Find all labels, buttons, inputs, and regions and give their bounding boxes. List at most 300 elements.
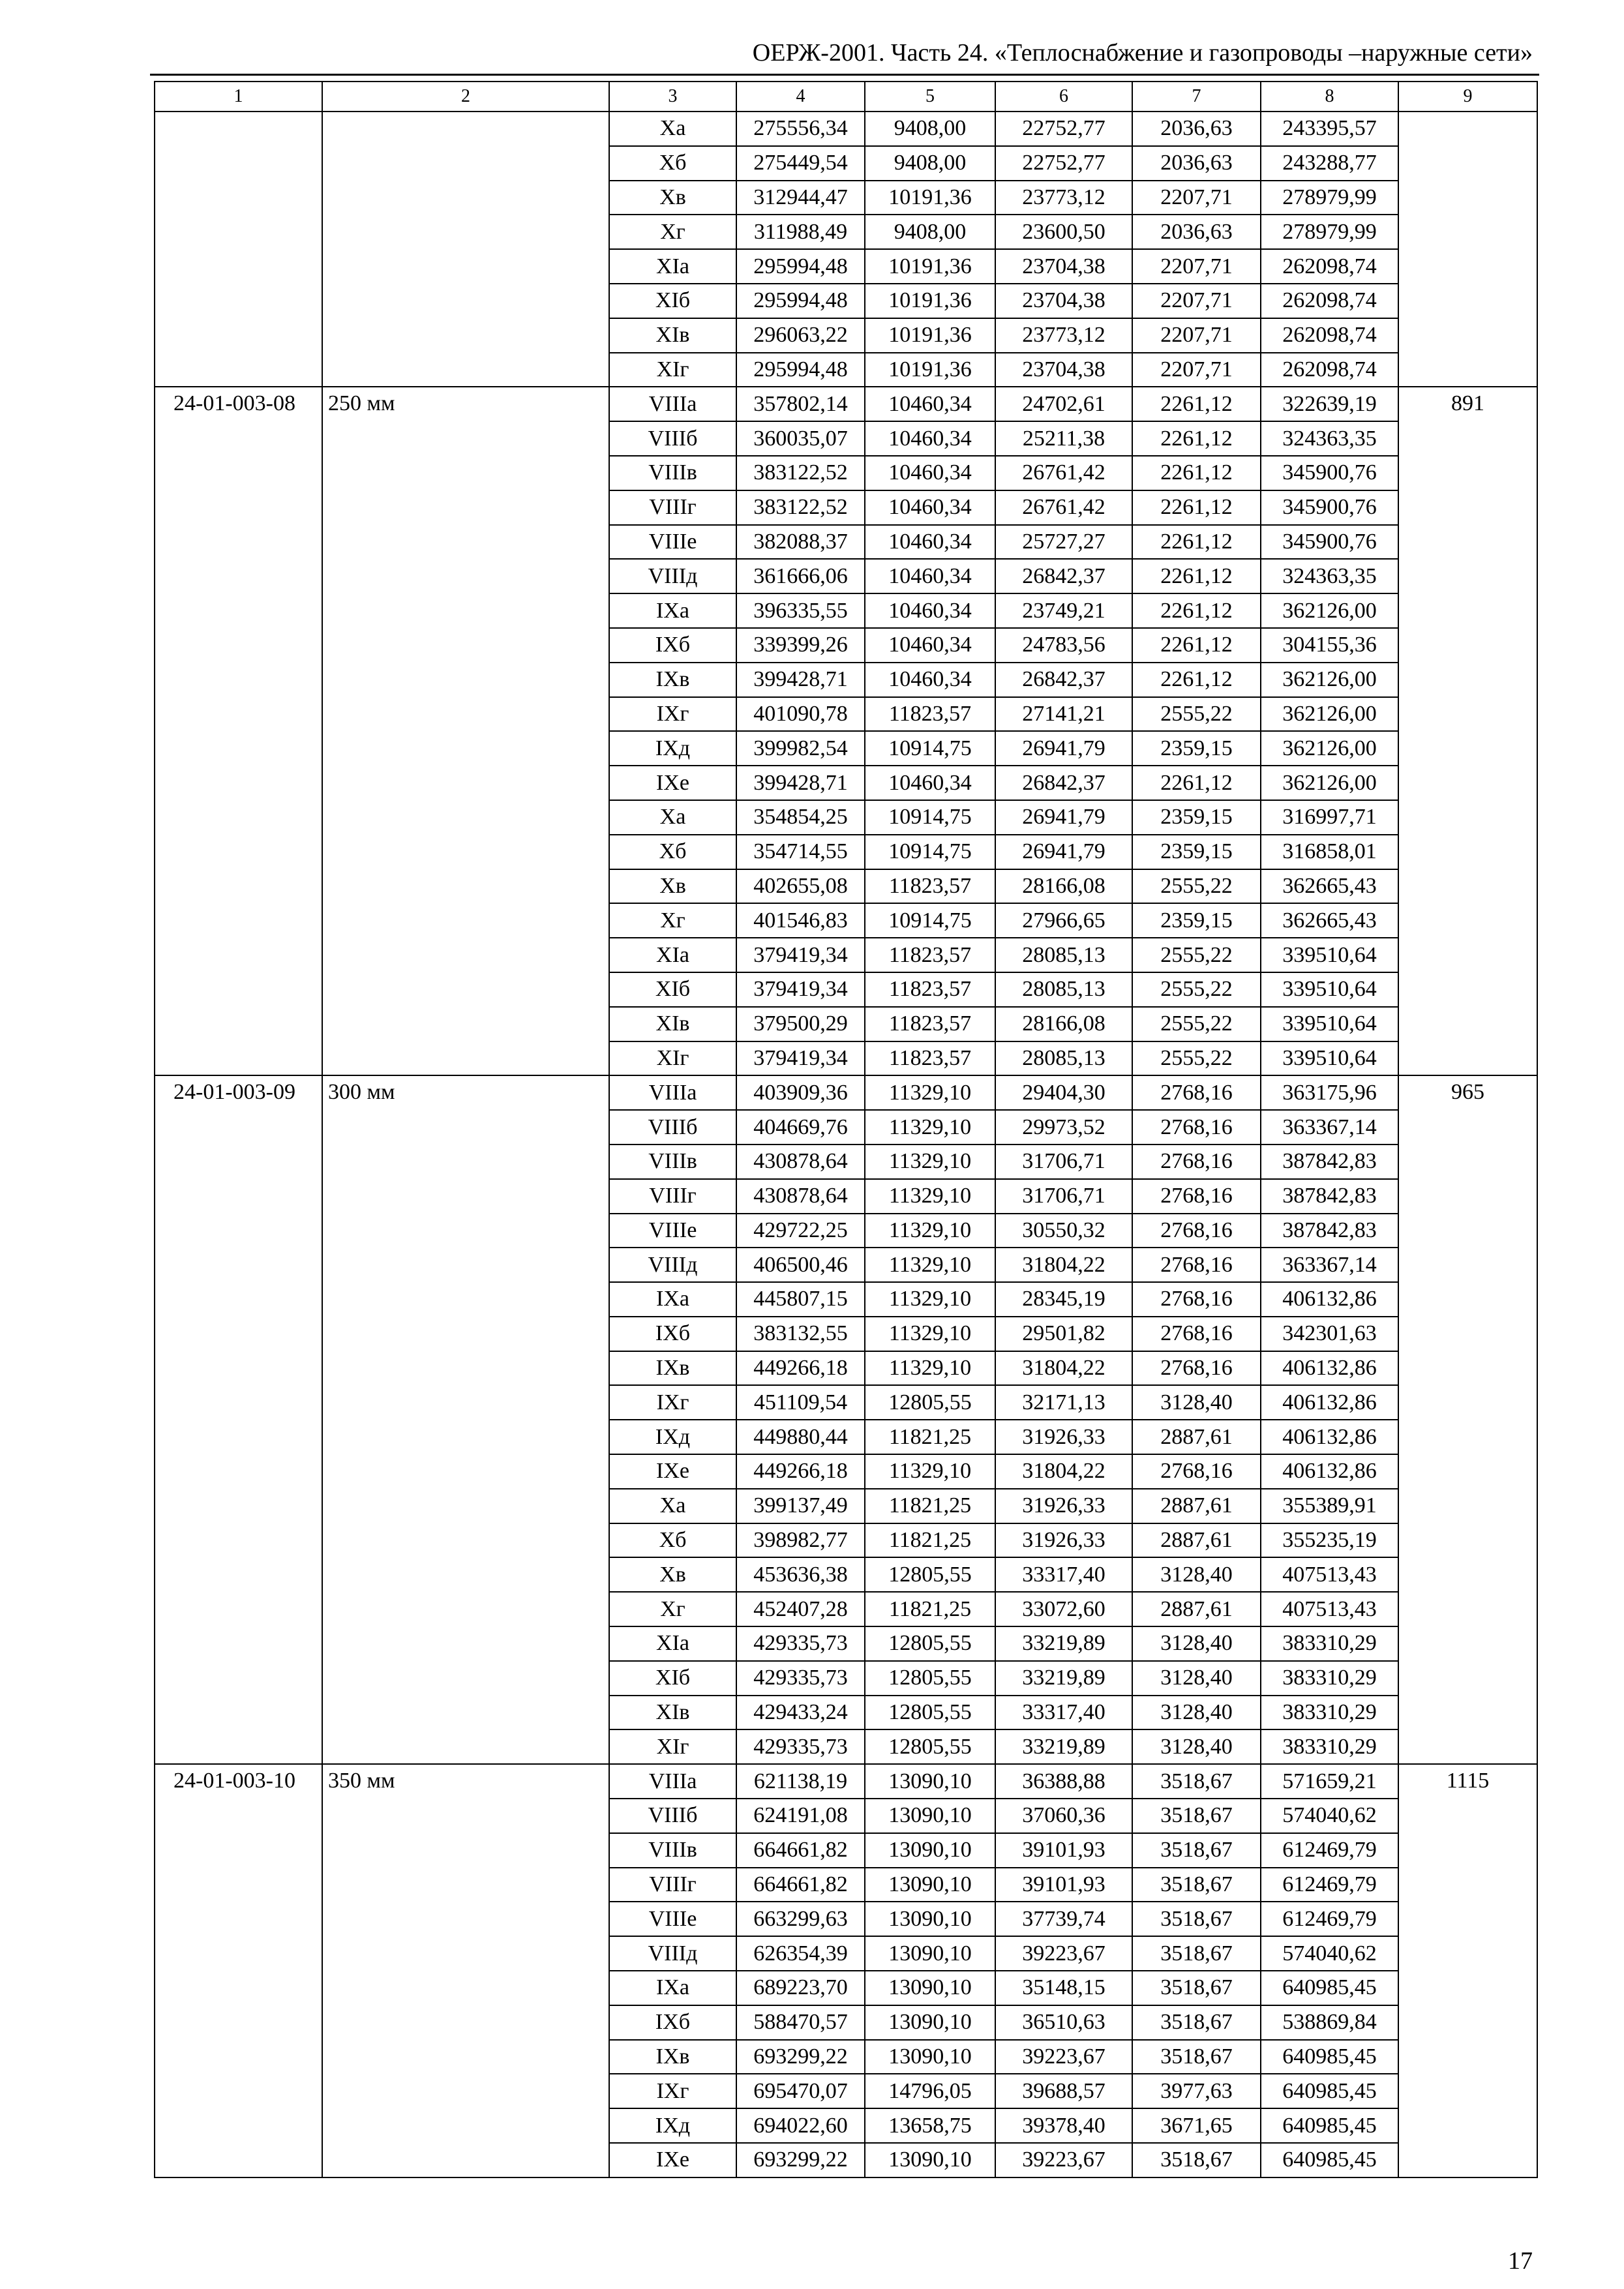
zone-cell: IXa — [609, 1971, 736, 2005]
value-cell: 10460,34 — [865, 559, 995, 593]
zone-cell: IXв — [609, 2040, 736, 2074]
value-cell: 402655,08 — [736, 869, 865, 904]
value-cell: 3518,67 — [1132, 1833, 1261, 1868]
value-cell: 2036,63 — [1132, 112, 1261, 146]
value-cell: 11821,25 — [865, 1489, 995, 1523]
value-cell: 612469,79 — [1261, 1902, 1398, 1936]
value-cell: 10191,36 — [865, 318, 995, 353]
value-cell: 9408,00 — [865, 112, 995, 146]
value-cell: 14796,05 — [865, 2074, 995, 2108]
value-cell: 11821,25 — [865, 1523, 995, 1558]
column-9-cell: 965 — [1398, 1075, 1537, 1764]
value-cell: 640985,45 — [1261, 2074, 1398, 2108]
value-cell: 11329,10 — [865, 1351, 995, 1386]
value-cell: 396335,55 — [736, 593, 865, 628]
zone-cell: VIIIa — [609, 1075, 736, 1110]
value-cell: 694022,60 — [736, 2108, 865, 2143]
zone-cell: VIIIг — [609, 1179, 736, 1214]
value-cell: 39223,67 — [995, 1936, 1132, 1971]
value-cell: 2359,15 — [1132, 731, 1261, 766]
value-cell: 311988,49 — [736, 215, 865, 249]
zone-cell: XIв — [609, 318, 736, 353]
value-cell: 406132,86 — [1261, 1282, 1398, 1317]
value-cell: 39688,57 — [995, 2074, 1132, 2108]
value-cell: 430878,64 — [736, 1144, 865, 1179]
value-cell: 10191,36 — [865, 353, 995, 387]
value-cell: 3128,40 — [1132, 1661, 1261, 1696]
zone-cell: IXв — [609, 663, 736, 697]
value-cell: 13090,10 — [865, 1936, 995, 1971]
value-cell: 39378,40 — [995, 2108, 1132, 2143]
pipe-diameter-cell: 250 мм — [322, 387, 609, 1075]
price-table — [154, 81, 1538, 2178]
value-cell: 2555,22 — [1132, 697, 1261, 732]
value-cell: 342301,63 — [1261, 1317, 1398, 1351]
value-cell: 26941,79 — [995, 800, 1132, 835]
value-cell: 28085,13 — [995, 1041, 1132, 1076]
value-cell: 37060,36 — [995, 1799, 1132, 1833]
value-cell: 26761,42 — [995, 490, 1132, 525]
zone-cell: IXe — [609, 1454, 736, 1489]
value-cell: 663299,63 — [736, 1902, 865, 1936]
zone-cell: IXe — [609, 766, 736, 800]
value-cell: 275556,34 — [736, 112, 865, 146]
value-cell: 2036,63 — [1132, 146, 1261, 181]
value-cell: 26842,37 — [995, 766, 1132, 800]
value-cell: 2768,16 — [1132, 1214, 1261, 1248]
value-cell: 3128,40 — [1132, 1626, 1261, 1661]
zone-cell: XIб — [609, 1661, 736, 1696]
value-cell: 11329,10 — [865, 1282, 995, 1317]
value-cell: 429335,73 — [736, 1626, 865, 1661]
rate-code-cell: 24-01-003-08 — [155, 387, 322, 1075]
zone-cell: VIIIe — [609, 1214, 736, 1248]
value-cell: 31926,33 — [995, 1489, 1132, 1523]
value-cell: 574040,62 — [1261, 1799, 1398, 1833]
value-cell: 33317,40 — [995, 1557, 1132, 1592]
zone-cell: Xa — [609, 1489, 736, 1523]
zone-cell: IXг — [609, 1385, 736, 1420]
value-cell: 13090,10 — [865, 1868, 995, 1902]
value-cell: 3128,40 — [1132, 1557, 1261, 1592]
value-cell: 362665,43 — [1261, 869, 1398, 904]
zone-cell: VIIIa — [609, 387, 736, 421]
value-cell: 449266,18 — [736, 1351, 865, 1386]
value-cell: 387842,83 — [1261, 1179, 1398, 1214]
value-cell: 26842,37 — [995, 663, 1132, 697]
value-cell: 31804,22 — [995, 1454, 1132, 1489]
value-cell: 11821,25 — [865, 1420, 995, 1454]
zone-cell: VIIIв — [609, 1144, 736, 1179]
value-cell: 387842,83 — [1261, 1214, 1398, 1248]
value-cell: 31804,22 — [995, 1351, 1132, 1386]
value-cell: 2359,15 — [1132, 903, 1261, 938]
value-cell: 2261,12 — [1132, 387, 1261, 421]
value-cell: 2261,12 — [1132, 663, 1261, 697]
value-cell: 39101,93 — [995, 1833, 1132, 1868]
value-cell: 449266,18 — [736, 1454, 865, 1489]
value-cell: 3128,40 — [1132, 1385, 1261, 1420]
value-cell: 383122,52 — [736, 456, 865, 490]
zone-cell: IXв — [609, 1351, 736, 1386]
value-cell: 296063,22 — [736, 318, 865, 353]
zone-cell: VIIIг — [609, 490, 736, 525]
value-cell: 2207,71 — [1132, 249, 1261, 284]
value-cell: 322639,19 — [1261, 387, 1398, 421]
value-cell: 2768,16 — [1132, 1282, 1261, 1317]
value-cell: 406132,86 — [1261, 1385, 1398, 1420]
column-number: 9 — [1398, 82, 1537, 112]
value-cell: 406132,86 — [1261, 1420, 1398, 1454]
value-cell: 28166,08 — [995, 1007, 1132, 1041]
zone-cell: Xв — [609, 1557, 736, 1592]
value-cell: 12805,55 — [865, 1385, 995, 1420]
value-cell: 10460,34 — [865, 387, 995, 421]
zone-cell: IXг — [609, 2074, 736, 2108]
zone-cell: IXд — [609, 731, 736, 766]
zone-cell: Xб — [609, 146, 736, 181]
zone-cell: IXa — [609, 593, 736, 628]
value-cell: 383310,29 — [1261, 1696, 1398, 1730]
value-cell: 36388,88 — [995, 1764, 1132, 1799]
value-cell: 449880,44 — [736, 1420, 865, 1454]
value-cell: 11329,10 — [865, 1317, 995, 1351]
value-cell: 3671,65 — [1132, 2108, 1261, 2143]
value-cell: 2768,16 — [1132, 1075, 1261, 1110]
value-cell: 11329,10 — [865, 1214, 995, 1248]
value-cell: 13090,10 — [865, 1764, 995, 1799]
value-cell: 25727,27 — [995, 525, 1132, 560]
value-cell: 2555,22 — [1132, 1007, 1261, 1041]
zone-cell: IXд — [609, 2108, 736, 2143]
value-cell: 2359,15 — [1132, 800, 1261, 835]
rate-code-cell: 24-01-003-10 — [155, 1764, 322, 2177]
value-cell: 33219,89 — [995, 1626, 1132, 1661]
value-cell: 2261,12 — [1132, 593, 1261, 628]
value-cell: 304155,36 — [1261, 628, 1398, 663]
pipe-diameter-cell: 300 мм — [322, 1075, 609, 1764]
table-body — [155, 82, 1537, 2177]
header-rule — [150, 74, 1539, 76]
value-cell: 11329,10 — [865, 1179, 995, 1214]
value-cell: 406500,46 — [736, 1248, 865, 1282]
value-cell: 10914,75 — [865, 835, 995, 869]
value-cell: 399428,71 — [736, 663, 865, 697]
value-cell: 31926,33 — [995, 1523, 1132, 1558]
value-cell: 243395,57 — [1261, 112, 1398, 146]
zone-cell: IXe — [609, 2143, 736, 2177]
column-number-row — [155, 82, 1537, 112]
zone-cell: XIa — [609, 1626, 736, 1661]
value-cell: 2555,22 — [1132, 972, 1261, 1007]
value-cell: 383132,55 — [736, 1317, 865, 1351]
value-cell: 401546,83 — [736, 903, 865, 938]
value-cell: 407513,43 — [1261, 1557, 1398, 1592]
value-cell: 362126,00 — [1261, 697, 1398, 732]
value-cell: 2036,63 — [1132, 215, 1261, 249]
value-cell: 3518,67 — [1132, 1764, 1261, 1799]
value-cell: 2887,61 — [1132, 1592, 1261, 1626]
value-cell: 339510,64 — [1261, 1007, 1398, 1041]
value-cell: 362126,00 — [1261, 731, 1398, 766]
value-cell: 2261,12 — [1132, 421, 1261, 456]
value-cell: 429722,25 — [736, 1214, 865, 1248]
value-cell: 361666,06 — [736, 559, 865, 593]
value-cell: 27966,65 — [995, 903, 1132, 938]
value-cell: 13090,10 — [865, 2040, 995, 2074]
value-cell: 13090,10 — [865, 1971, 995, 2005]
value-cell: 379419,34 — [736, 1041, 865, 1076]
zone-cell: VIIIд — [609, 1248, 736, 1282]
value-cell: 588470,57 — [736, 2005, 865, 2040]
value-cell: 316858,01 — [1261, 835, 1398, 869]
value-cell: 25211,38 — [995, 421, 1132, 456]
zone-cell: VIIIв — [609, 456, 736, 490]
value-cell: 22752,77 — [995, 112, 1132, 146]
value-cell: 39223,67 — [995, 2143, 1132, 2177]
value-cell: 24783,56 — [995, 628, 1132, 663]
value-cell: 12805,55 — [865, 1729, 995, 1764]
column-number: 2 — [322, 82, 609, 112]
value-cell: 11821,25 — [865, 1592, 995, 1626]
value-cell: 382088,37 — [736, 525, 865, 560]
value-cell: 2768,16 — [1132, 1110, 1261, 1144]
value-cell: 3128,40 — [1132, 1729, 1261, 1764]
value-cell: 399982,54 — [736, 731, 865, 766]
value-cell: 2261,12 — [1132, 628, 1261, 663]
value-cell: 430878,64 — [736, 1179, 865, 1214]
value-cell: 13090,10 — [865, 1799, 995, 1833]
value-cell: 11329,10 — [865, 1075, 995, 1110]
value-cell: 31926,33 — [995, 1420, 1132, 1454]
value-cell: 399137,49 — [736, 1489, 865, 1523]
zone-cell: VIIIa — [609, 1764, 736, 1799]
table-row — [155, 387, 1537, 421]
value-cell: 2768,16 — [1132, 1179, 1261, 1214]
value-cell: 10460,34 — [865, 525, 995, 560]
value-cell: 640985,45 — [1261, 2143, 1398, 2177]
value-cell: 262098,74 — [1261, 318, 1398, 353]
value-cell: 398982,77 — [736, 1523, 865, 1558]
value-cell: 640985,45 — [1261, 2040, 1398, 2074]
value-cell: 451109,54 — [736, 1385, 865, 1420]
zone-cell: XIг — [609, 353, 736, 387]
zone-cell: XIг — [609, 1041, 736, 1076]
value-cell: 621138,19 — [736, 1764, 865, 1799]
value-cell: 12805,55 — [865, 1557, 995, 1592]
value-cell: 30550,32 — [995, 1214, 1132, 1248]
value-cell: 11823,57 — [865, 1041, 995, 1076]
value-cell: 37739,74 — [995, 1902, 1132, 1936]
value-cell: 612469,79 — [1261, 1833, 1398, 1868]
value-cell: 11823,57 — [865, 697, 995, 732]
column-number: 8 — [1261, 82, 1398, 112]
value-cell: 2768,16 — [1132, 1248, 1261, 1282]
zone-cell: VIIIe — [609, 525, 736, 560]
zone-cell: VIIIб — [609, 1110, 736, 1144]
value-cell: 354854,25 — [736, 800, 865, 835]
zone-cell: XIв — [609, 1007, 736, 1041]
pipe-diameter-cell — [322, 112, 609, 387]
value-cell: 10914,75 — [865, 800, 995, 835]
value-cell: 11329,10 — [865, 1454, 995, 1489]
zone-cell: XIa — [609, 249, 736, 284]
zone-cell: IXa — [609, 1282, 736, 1317]
table-row — [155, 112, 1537, 146]
value-cell: 33219,89 — [995, 1729, 1132, 1764]
value-cell: 363175,96 — [1261, 1075, 1398, 1110]
zone-cell: Xг — [609, 903, 736, 938]
value-cell: 362126,00 — [1261, 663, 1398, 697]
value-cell: 35148,15 — [995, 1971, 1132, 2005]
value-cell: 31706,71 — [995, 1179, 1132, 1214]
value-cell: 2207,71 — [1132, 284, 1261, 318]
value-cell: 10460,34 — [865, 628, 995, 663]
value-cell: 23704,38 — [995, 353, 1132, 387]
value-cell: 11329,10 — [865, 1248, 995, 1282]
value-cell: 379500,29 — [736, 1007, 865, 1041]
value-cell: 33072,60 — [995, 1592, 1132, 1626]
pipe-diameter-cell: 350 мм — [322, 1764, 609, 2177]
value-cell: 538869,84 — [1261, 2005, 1398, 2040]
zone-cell: VIIIв — [609, 1833, 736, 1868]
value-cell: 295994,48 — [736, 353, 865, 387]
value-cell: 404669,76 — [736, 1110, 865, 1144]
rate-code-cell: 24-01-003-09 — [155, 1075, 322, 1764]
zone-cell: IXб — [609, 628, 736, 663]
value-cell: 339510,64 — [1261, 972, 1398, 1007]
running-header: ОЕРЖ-2001. Часть 24. «Теплоснабжение и газопроводы –наружные сети» — [752, 39, 1533, 67]
zone-cell: XIг — [609, 1729, 736, 1764]
table-row — [155, 1075, 1537, 1110]
value-cell: 406132,86 — [1261, 1454, 1398, 1489]
value-cell: 429433,24 — [736, 1696, 865, 1730]
value-cell: 429335,73 — [736, 1729, 865, 1764]
value-cell: 345900,76 — [1261, 456, 1398, 490]
value-cell: 695470,07 — [736, 2074, 865, 2108]
value-cell: 23600,50 — [995, 215, 1132, 249]
value-cell: 3518,67 — [1132, 2143, 1261, 2177]
value-cell: 11823,57 — [865, 938, 995, 972]
column-9-cell: 1115 — [1398, 1764, 1537, 2177]
value-cell: 429335,73 — [736, 1661, 865, 1696]
value-cell: 3518,67 — [1132, 1868, 1261, 1902]
value-cell: 13090,10 — [865, 2005, 995, 2040]
value-cell: 379419,34 — [736, 972, 865, 1007]
column-number: 7 — [1132, 82, 1261, 112]
value-cell: 2207,71 — [1132, 318, 1261, 353]
value-cell: 11823,57 — [865, 869, 995, 904]
zone-cell: Xб — [609, 1523, 736, 1558]
column-number: 4 — [736, 82, 865, 112]
zone-cell: Xв — [609, 869, 736, 904]
value-cell: 39101,93 — [995, 1868, 1132, 1902]
value-cell: 262098,74 — [1261, 284, 1398, 318]
value-cell: 13658,75 — [865, 2108, 995, 2143]
value-cell: 2555,22 — [1132, 1041, 1261, 1076]
value-cell: 10460,34 — [865, 593, 995, 628]
value-cell: 10460,34 — [865, 766, 995, 800]
value-cell: 24702,61 — [995, 387, 1132, 421]
zone-cell: VIIIe — [609, 1902, 736, 1936]
value-cell: 354714,55 — [736, 835, 865, 869]
value-cell: 39223,67 — [995, 2040, 1132, 2074]
value-cell: 13090,10 — [865, 1902, 995, 1936]
zone-cell: VIIIд — [609, 559, 736, 593]
value-cell: 28085,13 — [995, 972, 1132, 1007]
value-cell: 664661,82 — [736, 1868, 865, 1902]
value-cell: 9408,00 — [865, 215, 995, 249]
value-cell: 36510,63 — [995, 2005, 1132, 2040]
zone-cell: VIIIд — [609, 1936, 736, 1971]
value-cell: 362126,00 — [1261, 766, 1398, 800]
value-cell: 387842,83 — [1261, 1144, 1398, 1179]
value-cell: 355389,91 — [1261, 1489, 1398, 1523]
value-cell: 31804,22 — [995, 1248, 1132, 1282]
value-cell: 383122,52 — [736, 490, 865, 525]
zone-cell: Xa — [609, 800, 736, 835]
value-cell: 624191,08 — [736, 1799, 865, 1833]
zone-cell: XIб — [609, 972, 736, 1007]
value-cell: 26941,79 — [995, 731, 1132, 766]
value-cell: 2887,61 — [1132, 1420, 1261, 1454]
value-cell: 401090,78 — [736, 697, 865, 732]
value-cell: 2768,16 — [1132, 1351, 1261, 1386]
value-cell: 3518,67 — [1132, 2040, 1261, 2074]
value-cell: 357802,14 — [736, 387, 865, 421]
value-cell: 640985,45 — [1261, 1971, 1398, 2005]
value-cell: 278979,99 — [1261, 181, 1398, 215]
column-number: 1 — [155, 82, 322, 112]
value-cell: 316997,71 — [1261, 800, 1398, 835]
zone-cell: Xг — [609, 215, 736, 249]
value-cell: 571659,21 — [1261, 1764, 1398, 1799]
table-row — [155, 1764, 1537, 1799]
column-9-cell — [1398, 112, 1537, 387]
value-cell: 27141,21 — [995, 697, 1132, 732]
value-cell: 12805,55 — [865, 1626, 995, 1661]
value-cell: 2768,16 — [1132, 1454, 1261, 1489]
value-cell: 11329,10 — [865, 1110, 995, 1144]
value-cell: 23773,12 — [995, 318, 1132, 353]
value-cell: 3518,67 — [1132, 1902, 1261, 1936]
value-cell: 12805,55 — [865, 1661, 995, 1696]
value-cell: 23749,21 — [995, 593, 1132, 628]
value-cell: 360035,07 — [736, 421, 865, 456]
value-cell: 29973,52 — [995, 1110, 1132, 1144]
value-cell: 10460,34 — [865, 490, 995, 525]
value-cell: 574040,62 — [1261, 1936, 1398, 1971]
value-cell: 10460,34 — [865, 663, 995, 697]
value-cell: 3128,40 — [1132, 1696, 1261, 1730]
value-cell: 262098,74 — [1261, 249, 1398, 284]
zone-cell: VIIIб — [609, 1799, 736, 1833]
value-cell: 11823,57 — [865, 1007, 995, 1041]
zone-cell: Xг — [609, 1592, 736, 1626]
value-cell: 2768,16 — [1132, 1317, 1261, 1351]
value-cell: 2555,22 — [1132, 938, 1261, 972]
value-cell: 693299,22 — [736, 2040, 865, 2074]
value-cell: 345900,76 — [1261, 490, 1398, 525]
zone-cell: VIIIб — [609, 421, 736, 456]
value-cell: 2887,61 — [1132, 1489, 1261, 1523]
value-cell: 10191,36 — [865, 284, 995, 318]
value-cell: 453636,38 — [736, 1557, 865, 1592]
value-cell: 2887,61 — [1132, 1523, 1261, 1558]
value-cell: 640985,45 — [1261, 2108, 1398, 2143]
value-cell: 29404,30 — [995, 1075, 1132, 1110]
zone-cell: XIб — [609, 284, 736, 318]
